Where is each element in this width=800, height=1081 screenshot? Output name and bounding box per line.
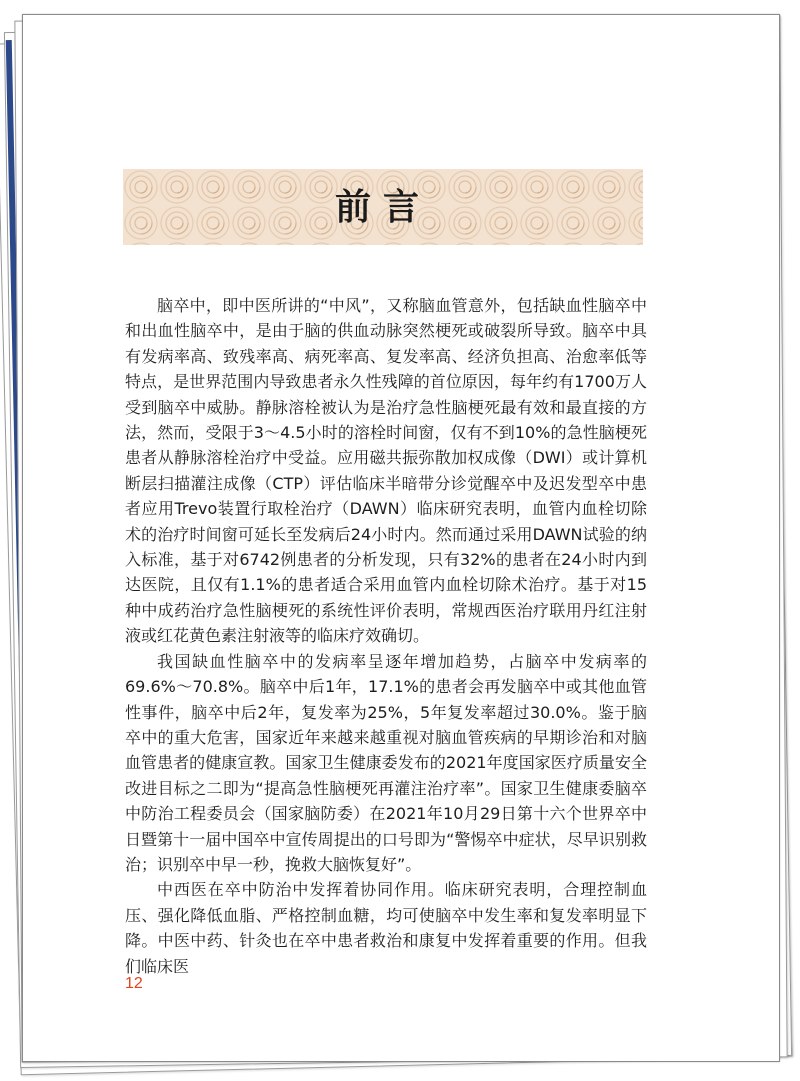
paragraph: 脑卒中，即中医所讲的“中风”，又称脑血管意外，包括缺血性脑卒中和出血性脑卒中，是由于脑的供血动脉突然梗死或破裂所导致。脑卒中具有发病率高、致残率高、病死率高、复发率高、经济负担高、治愈率低等特点，是世界范围内导致患者永久性残障的首位原因，每年约有1700万人受到脑卒中威胁。静脉溶栓被认为是治疗急性脑梗死最有效和最直接的方法，然而，受限于3～4.5小时的溶栓时间窗，仅有不到10%的急性脑梗死患者从静脉溶栓治疗中受益。应用磁共振弥散加权成像（DWI）或计算机断层扫描灌注成像（CTP）评估临床半暗带分诊觉醒卒中及迟发型卒中患者应用Trevo装置行取栓治疗（DAWN）临床研究表明，血管内血栓切除术的治疗时间窗可延长至发病后24小时内。然而通过采用DAWN试验的纳入标准，基于对6742例患者的分析发现，只有32%的患者在24小时内到达医院，且仅有1.1%的患者适合采用血管内血栓切除术治疗。基于对15种中成药治疗急性脑梗死的系统性评价表明，常规西医治疗联用丹红注射液或红花黄色素注射液等的临床疗效确切。 [125,296,647,646]
book-page [22,14,780,1062]
body-text [125,293,647,979]
page-title: 前言 [334,186,431,228]
paragraph: 我国缺血性脑卒中的发病率呈逐年增加趋势，占脑卒中发病率的69.6%～70.8%。脑卒中后1年，17.1%的患者会再发脑卒中或其他血管性事件，脑卒中后2年，复发率为25%，5年复发率超过30.0%。鉴于脑卒中的重大危害，国家近年来越来越重视对脑血管疾病的早期诊治和对脑血管患者的健康宣教。国家卫生健康委发布的2021年度国家医疗质量安全改进目标之二即为“提高急性脑梗死再灌注治疗率”。国家卫生健康委脑卒中防治工程委员会（国家脑防委）在2021年10月29日第十六个世界卒中日暨第十一届中国卒中宣传周提出的口号即为“警惕卒中症状，尽早识别救治；识别卒中早一秒，挽救大脑恢复好”。 [125,651,647,874]
paragraph: 中西医在卒中防治中发挥着协同作用。临床研究表明，合理控制血压、强化降低血脂、严格控制血糖，均可使脑卒中发生率和复发率明显下降。中医中药、针灸也在卒中患者救治和康复中发挥着重要的作用。但我们临床医 [125,880,647,976]
page-number: 12 [125,975,143,992]
